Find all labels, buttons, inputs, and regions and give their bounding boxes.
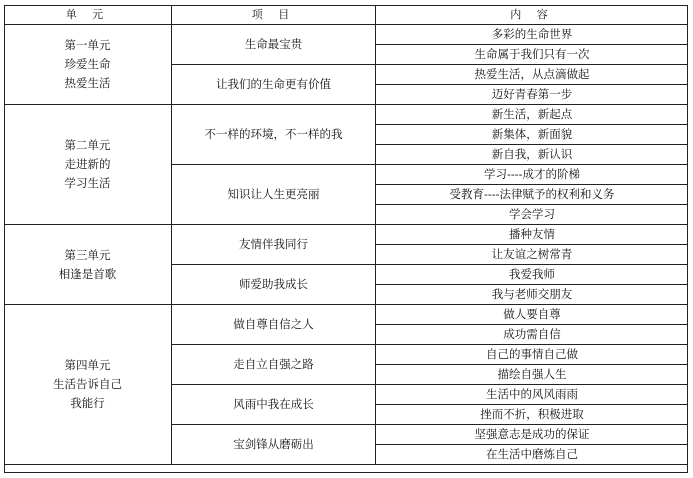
header-unit: 单 元 (4, 5, 172, 25)
content-cell: 在生活中磨炼自己 (376, 445, 688, 465)
content-cell: 多彩的生命世界 (376, 25, 688, 45)
content-cell: 生活中的风风雨雨 (376, 385, 688, 405)
item-cell: 让我们的生命更有价值 (172, 65, 376, 105)
content-cell: 做人要自尊 (376, 305, 688, 325)
content-cell: 让友谊之树常青 (376, 245, 688, 265)
unit-line: 第二单元 (64, 138, 111, 152)
unit-cell (4, 305, 172, 465)
content-cell: 新集体，新面貌 (376, 125, 688, 145)
content-cell: 我爱我师 (376, 265, 688, 285)
item-cell: 做自尊自信之人 (172, 305, 376, 345)
item-cell: 不一样的环境，不一样的我 (172, 105, 376, 165)
content-cell: 学习----成才的阶梯 (376, 165, 688, 185)
content-cell: 学会学习 (376, 205, 688, 225)
content-cell: 热爱生活，从点滴做起 (376, 65, 688, 85)
unit-cell (4, 105, 172, 225)
unit-line: 第四单元 (64, 358, 111, 372)
unit-cell (4, 25, 172, 105)
unit-cell (4, 225, 172, 305)
unit-line: 相逢是首歌 (58, 266, 117, 281)
unit-line: 珍爱生命 (64, 57, 111, 71)
content-cell: 迈好青春第一步 (376, 85, 688, 105)
header-content: 内 容 (376, 5, 688, 25)
item-cell: 走自立自强之路 (172, 345, 376, 385)
item-cell: 友情伴我同行 (172, 225, 376, 265)
content-cell: 自己的事情自己做 (376, 345, 688, 365)
item-cell: 风雨中我在成长 (172, 385, 376, 425)
unit-line: 第一单元 (64, 38, 111, 52)
unit-line: 生活告诉自己 (53, 377, 122, 391)
unit-line: 我能行 (70, 396, 105, 410)
unit-line: 第三单元 (64, 247, 111, 262)
content-cell: 坚强意志是成功的保证 (376, 425, 688, 445)
content-cell: 新自我，新认识 (376, 145, 688, 165)
content-cell: 受教育----法律赋予的权利和义务 (376, 185, 688, 205)
content-cell: 挫而不折，积极进取 (376, 405, 688, 425)
content-cell: 我与老师交朋友 (376, 285, 688, 305)
item-cell: 师爱助我成长 (172, 265, 376, 305)
content-cell: 生命属于我们只有一次 (376, 45, 688, 65)
header-item: 项 目 (172, 5, 376, 25)
content-cell: 成功需自信 (376, 325, 688, 345)
item-cell: 宝剑锋从磨砺出 (172, 425, 376, 465)
unit-line: 热爱生活 (64, 76, 111, 90)
unit-line: 学习生活 (64, 176, 111, 190)
content-cell: 播种友情 (376, 225, 688, 245)
curriculum-table (4, 5, 688, 473)
content-cell: 新生活，新起点 (376, 105, 688, 125)
item-cell: 知识让人生更亮丽 (172, 165, 376, 225)
item-cell: 生命最宝贵 (172, 25, 376, 65)
content-cell: 描绘自强人生 (376, 365, 688, 385)
unit-line: 走进新的 (64, 157, 111, 171)
